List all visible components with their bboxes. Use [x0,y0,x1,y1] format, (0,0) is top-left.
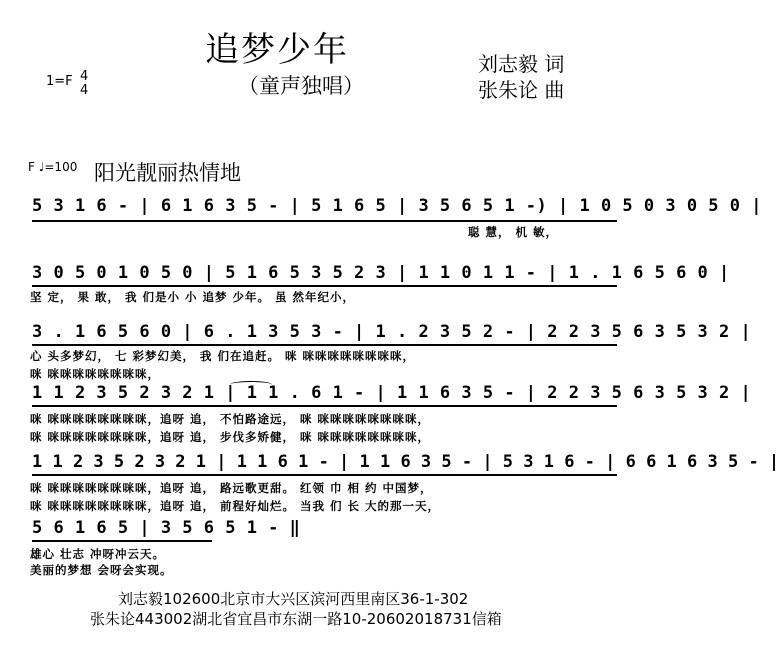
composer-credit: 张朱论 曲 [478,78,565,102]
expression-marking: 阳光靓丽热情地 [94,161,241,185]
time-signature-top: 4 [80,69,89,84]
footer-address-lyricist: 刘志毅102600北京市大兴区滨河西里南区36-1-302 [118,590,469,608]
footer-address-composer: 张朱论443002湖北省宜昌市东湖一路10-20602018731信箱 [90,610,502,628]
underline-line-3 [32,344,617,346]
notes-line-5: 1 1 2 3 5 2 3 2 1 | 1 1 6 1 - | 1 1 6 3 5 - | 5 3 1 6 - | 6 6 1 6 3 5 - | [32,452,779,472]
notes-line-3: 3 . 1 6 5 6 0 | 6 . 1 3 5 3 - | 1 . 2 3 5 2 - | 2 2 3 5 6 3 5 3 2 | [32,322,752,342]
notes-line-6: 5 6 1 6 5 | 3 5 6 5 1 - ‖ [32,518,301,538]
lyrics-line-6-verse-1: 雄心 壮志 冲呀冲云天。 [30,547,166,561]
lyrics-line-2-verse-1: 坚 定， 果 敢， 我 们是小 小 追梦 少年。 虽 然年纪小， [30,290,356,304]
underline-line-5 [32,474,617,476]
underline-line-2 [32,285,617,287]
notes-line-2: 3 0 5 0 1 0 5 0 | 5 1 6 5 3 5 2 3 | 1 1 0 1 1 - | 1 . 1 6 5 6 0 | [32,263,730,283]
song-title: 追梦少年 [205,30,349,70]
lyrics-line-3-verse-2: 咪 咪咪咪咪咪咪咪咪， [30,367,161,381]
lyrics-line-3-verse-1: 心 头多梦幻， 七 彩梦幻美， 我 们在追赶。 咪 咪咪咪咪咪咪咪咪， [30,349,416,363]
lyrics-line-6-verse-2: 美丽的梦想 会呀会实现。 [30,563,173,577]
tie-mark [230,381,272,388]
key-signature: 1=F [46,74,73,89]
notes-line-1: 5 3 1 6 - | 6 1 6 3 5 - | 5 1 6 5 | 3 5 6 5 1 -) | 1 0 5 0 3 0 5 0 | [32,196,762,216]
underline-line-4 [32,405,617,407]
notes-line-4: 1 1 2 3 5 2 3 2 1 | 1 1 . 6 1 - | 1 1 6 3 5 - | 2 2 3 5 6 3 5 3 2 | [32,383,752,403]
underline-line-1 [32,220,617,222]
lyrics-line-1-verse-1: 聪 慧， 机 敏， [468,225,559,239]
song-subtitle: （童声独唱） [238,74,364,98]
lyrics-line-5-verse-2: 咪 咪咪咪咪咪咪咪咪，追呀 追， 前程好灿烂。 当我 们 长 大的那一天， [30,499,441,513]
lyricist-credit: 刘志毅 词 [478,52,565,76]
underline-line-6 [32,540,212,542]
tempo-marking: F ♩=100 [28,160,78,174]
lyrics-line-4-verse-2: 咪 咪咪咪咪咪咪咪咪，追呀 追， 步伐多矫健， 咪 咪咪咪咪咪咪咪咪， [30,430,431,444]
lyrics-line-5-verse-1: 咪 咪咪咪咪咪咪咪咪，追呀 追， 路远歌更甜。 红领 巾 相 约 中国梦， [30,481,433,495]
time-signature [80,70,88,98]
lyrics-line-4-verse-1: 咪 咪咪咪咪咪咪咪咪，追呀 追， 不怕路途远， 咪 咪咪咪咪咪咪咪咪， [30,412,431,426]
time-signature-bottom: 4 [80,83,89,98]
